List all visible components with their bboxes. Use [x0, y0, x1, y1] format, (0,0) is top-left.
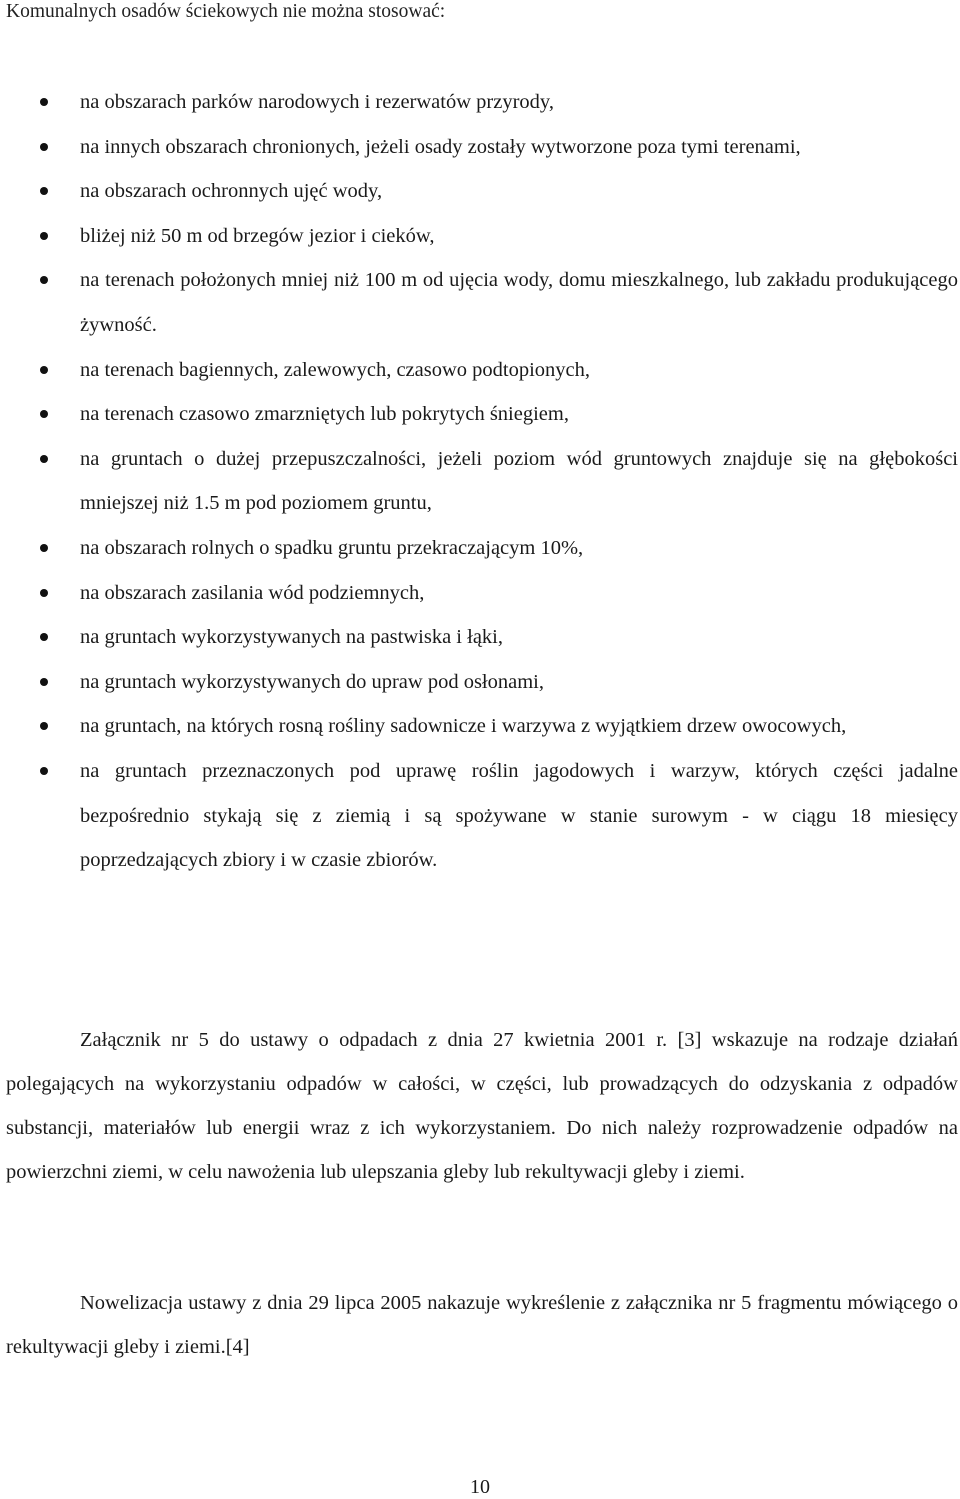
- restriction-list: [0, 80, 960, 883]
- list-item-text: na gruntach o dużej przepuszczalności, jeżeli poziom wód gruntowych znajduje się na głębokości mniejszej niż 1.5 m pod poziomem gruntu,: [80, 447, 958, 515]
- body-paragraph: Nowelizacja ustawy z dnia 29 lipca 2005 nakazuje wykreślenie z załącznika nr 5 fragmentu mówiącego o rekultywacji gleby i ziemi.[4]: [6, 1292, 958, 1358]
- page-number: 10: [470, 1476, 490, 1498]
- section-heading: Komunalnych osadów ściekowych nie można stosować:: [6, 1, 446, 22]
- bullet-icon: [40, 678, 48, 686]
- list-item: [0, 437, 960, 526]
- body-paragraph: Załącznik nr 5 do ustawy o odpadach z dnia 27 kwietnia 2001 r. [3] wskazuje na rodzaje działań polegających na wykorzystaniu odpadów w całości, w części, lub prowadzących do odzyskania z odpadów substancji, materiałów lub energii wraz z ich wykorzystaniem. Do nich należy rozprowadzenie odpadów na powierzchni ziemi, w celu nawożenia lub ulepszania gleby lub rekultywacji gleby i ziemi.: [6, 1029, 958, 1183]
- list-item-text: na obszarach ochronnych ujęć wody,: [80, 180, 383, 203]
- list-item-text: na terenach położonych mniej niż 100 m od ujęcia wody, domu mieszkalnego, lub zakładu produkującego żywność.: [80, 269, 958, 336]
- list-item: [0, 392, 960, 437]
- list-item: [0, 258, 960, 347]
- bullet-icon: [40, 455, 48, 463]
- bullet-icon: [40, 544, 48, 552]
- list-item-text: na obszarach parków narodowych i rezerwatów przyrody,: [80, 91, 554, 113]
- bullet-icon: [40, 633, 48, 641]
- list-item: [0, 571, 960, 616]
- list-item-text: na gruntach, na których rosną rośliny sadownicze i warzywa z wyjątkiem drzew owocowych,: [80, 715, 847, 738]
- list-item: [0, 169, 960, 214]
- list-item-text: na obszarach zasilania wód podziemnych,: [80, 581, 425, 604]
- bullet-icon: [40, 366, 48, 374]
- bullet-icon: [40, 98, 48, 106]
- list-item-text: na terenach czasowo zmarzniętych lub pokrytych śniegiem,: [80, 403, 569, 426]
- list-item: [0, 214, 960, 259]
- list-item: [0, 80, 960, 125]
- list-item-text: bliżej niż 50 m od brzegów jezior i cieków,: [80, 224, 435, 247]
- list-item-text: na innych obszarach chronionych, jeżeli osady zostały wytworzone poza tymi terenami,: [80, 135, 801, 158]
- bullet-icon: [40, 722, 48, 730]
- bullet-icon: [40, 276, 48, 284]
- list-item: [0, 749, 960, 883]
- list-item-text: na gruntach wykorzystywanych do upraw pod osłonami,: [80, 670, 544, 693]
- list-item: [0, 704, 960, 749]
- bullet-icon: [40, 143, 48, 151]
- list-item-text: na gruntach wykorzystywanych na pastwiska i łąki,: [80, 626, 503, 649]
- list-item-text: na terenach bagiennych, zalewowych, czasowo podtopionych,: [80, 358, 591, 381]
- bullet-icon: [40, 589, 48, 597]
- list-item: [0, 526, 960, 571]
- list-item-text: na obszarach rolnych o spadku gruntu przekraczającym 10%,: [80, 536, 584, 559]
- list-item: [0, 660, 960, 705]
- list-item-text: na gruntach przeznaczonych pod uprawę roślin jagodowych i warzyw, których części jadalne bezpośrednio stykają się z ziemią i są spożywane w stanie surowym - w ciągu 18 miesięcy poprzedzających zbiory i w czasie zbiorów.: [80, 759, 958, 872]
- list-item: [0, 125, 960, 170]
- bullet-icon: [40, 187, 48, 195]
- bullet-icon: [40, 767, 48, 775]
- list-item: [0, 348, 960, 393]
- bullet-icon: [40, 410, 48, 418]
- list-item: [0, 615, 960, 660]
- bullet-icon: [40, 232, 48, 240]
